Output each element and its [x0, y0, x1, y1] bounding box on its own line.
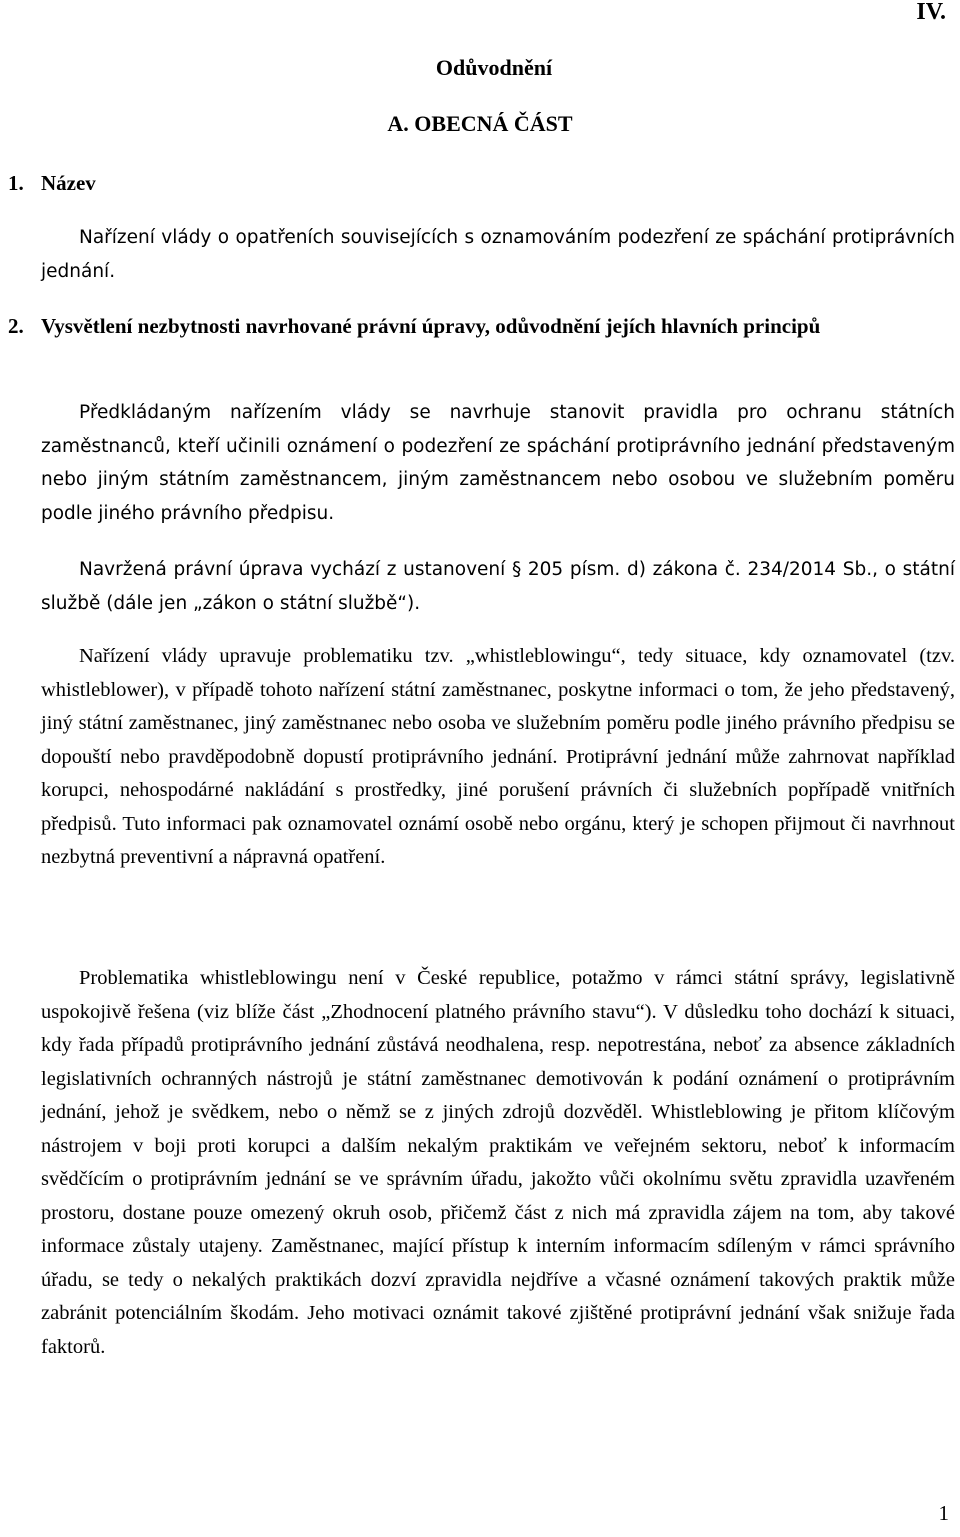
paragraph-problem: Problematika whistleblowingu není v České republice, potažmo v rámci státní správy, legislativně uspokojivě řešena (viz blíže část „Zhodnocení platného právního stavu“). V důsledku toho dochází k situaci, kdy řada případů protiprávního jednání zůstává neodhalena, resp. nepotrestána, neboť za absence základních legislativních ochranných nástrojů je státní zaměstnanec demotivován k podání oznámení o protiprávním jednání, jehož je svědkem, nebo o němž se z jiných zdrojů dozvěděl. Whistleblowing je přitom klíčovým nástrojem v boji proti korupci a dalším nekalým praktikám ve veřejném sektoru, neboť k informacím svědčícím o protiprávním jednání se ve správním úřadu, jakožto vůči okolnímu světu zpravidla uzavřeném prostoru, dostane pouze omezený okruh osob, přičemž část z nich má zpravidla zájem na tom, aby takové informace zůstaly utajeny. Zaměstnanec, mající přístup k interním informacím sdíleným v rámci správního úřadu, se tedy o nekalých praktikách dozví zpravidla nejdříve a včasné oznámení takových praktik může zabránit potenciálním škodám. Jeho motivaci oznámit takové zjištěné protiprávní jednání však snižuje řada faktorů.	[41, 967, 955, 1358]
part-title: A. OBECNÁ ČÁST	[387, 111, 573, 136]
section-title: Vysvětlení nezbytnosti navrhované právní úpravy, odůvodnění jejích hlavních principů	[41, 314, 821, 338]
page-number: 1	[938, 1501, 949, 1525]
section-number: 2.	[8, 314, 24, 338]
section-heading-2	[8, 310, 920, 343]
paragraph-name: Nařízení vlády o opatřeních souvisejících s oznamováním podezření ze spáchání protiprávních jednání.	[41, 227, 955, 282]
section-heading-1	[8, 167, 920, 200]
paragraph-legal-basis: Navržená právní úprava vychází z ustanovení § 205 písm. d) zákona č. 234/2014 Sb., o státní službě (dále jen „zákon o státní službě“).	[41, 559, 955, 614]
document-title: Odůvodnění	[435, 55, 553, 80]
section-title: Název	[41, 171, 96, 195]
paragraph-whistleblowing: Nařízení vlády upravuje problematiku tzv. „whistleblowingu“, tedy situace, kdy oznamovatel (tzv. whistleblower), v případě tohoto nařízení státní zaměstnanec, poskytne informaci o tom, že jeho představený, jiný státní zaměstnanec, jiný zaměstnanec nebo osoba ve služebním poměru podle jiného právního předpisu se dopouští nebo pravděpodobně dopustí protiprávního jednání. Protiprávní jednání může zahrnovat například korupci, nehospodárné nakládání s prostředky, jiné porušení právních či služebních popřípadě vnitřních předpisů. Tuto informaci pak oznamovatel oznámí osobě nebo orgánu, který je schopen přijmout či navrhnout nezbytná preventivní a nápravná opatření.	[41, 645, 955, 868]
paragraph-purpose: Předkládaným nařízením vlády se navrhuje stanovit pravidla pro ochranu státních zaměstnanců, kteří učinili oznámení o podezření ze spáchání protiprávního jednání představeným nebo jiným státním zaměstnancem, jiným zaměstnancem nebo osobou ve služebním poměru podle jiného právního předpisu.	[41, 402, 955, 524]
document-label: IV.	[916, 0, 946, 25]
section-number: 1.	[8, 171, 24, 195]
